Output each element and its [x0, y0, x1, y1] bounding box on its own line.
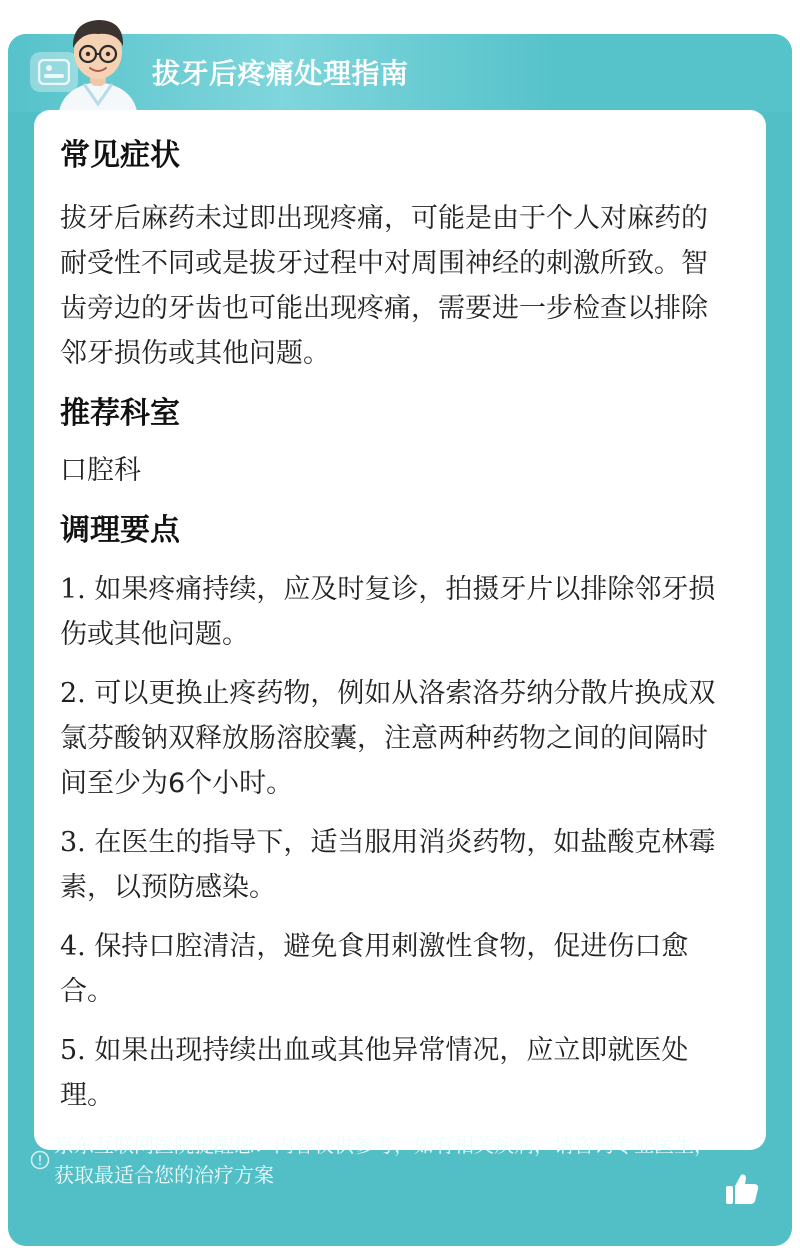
care-item [60, 820, 730, 910]
care-item-text: 如果出现持续出血或其他异常情况，应立即就医处理。 [60, 1035, 689, 1111]
care-item [60, 924, 730, 1014]
page-title: 拔牙后疼痛处理指南 [152, 57, 409, 90]
care-heading: 调理要点 [60, 513, 180, 548]
care-item-number: 3. [60, 827, 86, 858]
care-item-text: 可以更换止疼药物，例如从洛索洛芬纳分散片换成双氯芬酸钠双释放肠溶胶囊，注意两种药物之间的间隔时间至少为6个小时。 [60, 678, 716, 799]
care-item-number: 2. [60, 678, 86, 709]
care-item-number: 5. [60, 1035, 86, 1066]
care-item-text: 保持口腔清洁，避免食用刺激性食物，促进伤口愈合。 [60, 931, 689, 1007]
care-item-text: 在医生的指导下，适当服用消炎药物，如盐酸克林霉素，以预防感染。 [60, 827, 716, 903]
guide-frame [8, 34, 792, 1246]
content-card [34, 110, 766, 1150]
disclaimer-text: 京东互联网医院提醒您：内容仅供参考，如有相关疾病，请咨询专业医生，获取最适合您的治疗方案 [54, 1133, 714, 1187]
symptoms-text: 拔牙后麻药未过即出现疼痛，可能是由于个人对麻药的耐受性不同或是拔牙过程中对周围神经的刺激所致。智齿旁边的牙齿也可能出现疼痛，需要进一步检查以排除邻牙损伤或其他问题。 [60, 203, 708, 369]
care-item-number: 1. [60, 574, 86, 605]
care-item [60, 671, 730, 806]
symptoms-heading: 常见症状 [60, 138, 180, 173]
thumbs-up-icon[interactable] [724, 1172, 760, 1206]
care-item-number: 4. [60, 931, 86, 962]
care-item [60, 567, 730, 657]
care-item [60, 1028, 730, 1118]
department-text: 口腔科 [60, 455, 141, 486]
department-heading: 推荐科室 [60, 396, 180, 431]
info-icon [30, 1150, 50, 1170]
care-item-text: 如果疼痛持续，应及时复诊，拍摄牙片以排除邻牙损伤或其他问题。 [60, 574, 716, 650]
doctor-avatar [54, 8, 142, 116]
